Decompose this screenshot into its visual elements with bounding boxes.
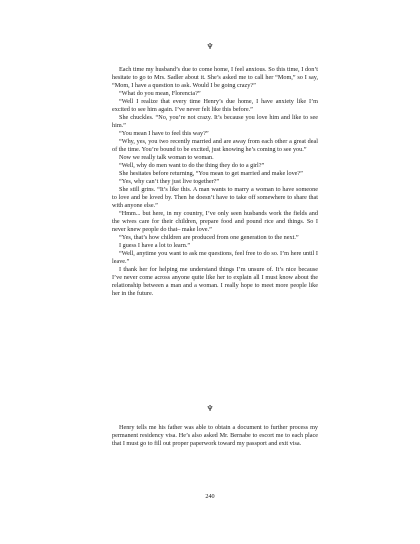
main-text-block (112, 66, 318, 298)
paragraph: She hesitates before returning, “You mean to get married and make love?” (119, 170, 303, 177)
paragraph: “Yes, that’s how children are produced from one generation to the next.” (119, 234, 299, 241)
page-number: 240 (205, 493, 215, 500)
paragraph: “You mean I have to feel this way?” (119, 130, 209, 137)
top-ornament-icon: ♆ (206, 42, 214, 51)
paragraph: Now we really talk woman to woman. (119, 154, 214, 161)
paragraph: I thank her for helping me understand things I’m unsure of. It’s nice because I’ve never come across anyone quite like her to explain all I must know about the relationship between a man and a woman. I really hope to meet more people like her in the future. (112, 266, 318, 297)
paragraph: I guess I have a lot to learn.” (119, 242, 191, 249)
paragraph: She still grins. “It’s like this. A man wants to marry a woman to have someone to love and be loved by. Then he doesn’t have to take off somewhere to share that with anyone else.” (112, 186, 318, 209)
paragraph: “Yes, why can’t they just live together?” (119, 178, 220, 185)
paragraph: “Well, why do men want to do the thing they do to a girl?” (119, 162, 265, 169)
section-break-ornament-icon: ♆ (206, 404, 214, 413)
second-text-block (112, 424, 318, 448)
paragraph: “What do you mean, Florencia?” (119, 90, 201, 97)
paragraph: Each time my husband’s due to come home, I feel anxious. So this time, I don’t hesitate to go to Mrs. Sadler about it. She’s asked me to call her “Mom,” so I say, “Mom, I have a question to ask. Would I be going crazy?” (112, 66, 318, 89)
paragraph: “Hmm... but here, in my country, I’ve only seen husbands work the fields and the wives care for their children, prepare food and pound rice and things. So I never knew people do that– make love.” (112, 210, 318, 233)
paragraph: “Well, anytime you want to ask me questions, feel free to do so. I’m here until I leave.” (112, 250, 318, 265)
paragraph: “Why, yes, you two recently married and are away from each other a great deal of the time. You’re bound to be excited, just knowing he’s coming to see you.” (112, 138, 318, 153)
paragraph: Henry tells me his father was able to obtain a document to further process my permanent residency visa. He’s also asked Mr. Bernabe to escort me to each place that I must go to fill out proper paperwork toward my passport and exit visa. (112, 424, 318, 447)
paragraph: “Well I realize that every time Henry’s due home, I have anxiety like I’m excited to see him again. I’ve never felt like this before.” (112, 98, 318, 113)
paragraph: She chuckles. “No, you’re not crazy. It’s because you love him and like to see him.” (112, 114, 318, 129)
